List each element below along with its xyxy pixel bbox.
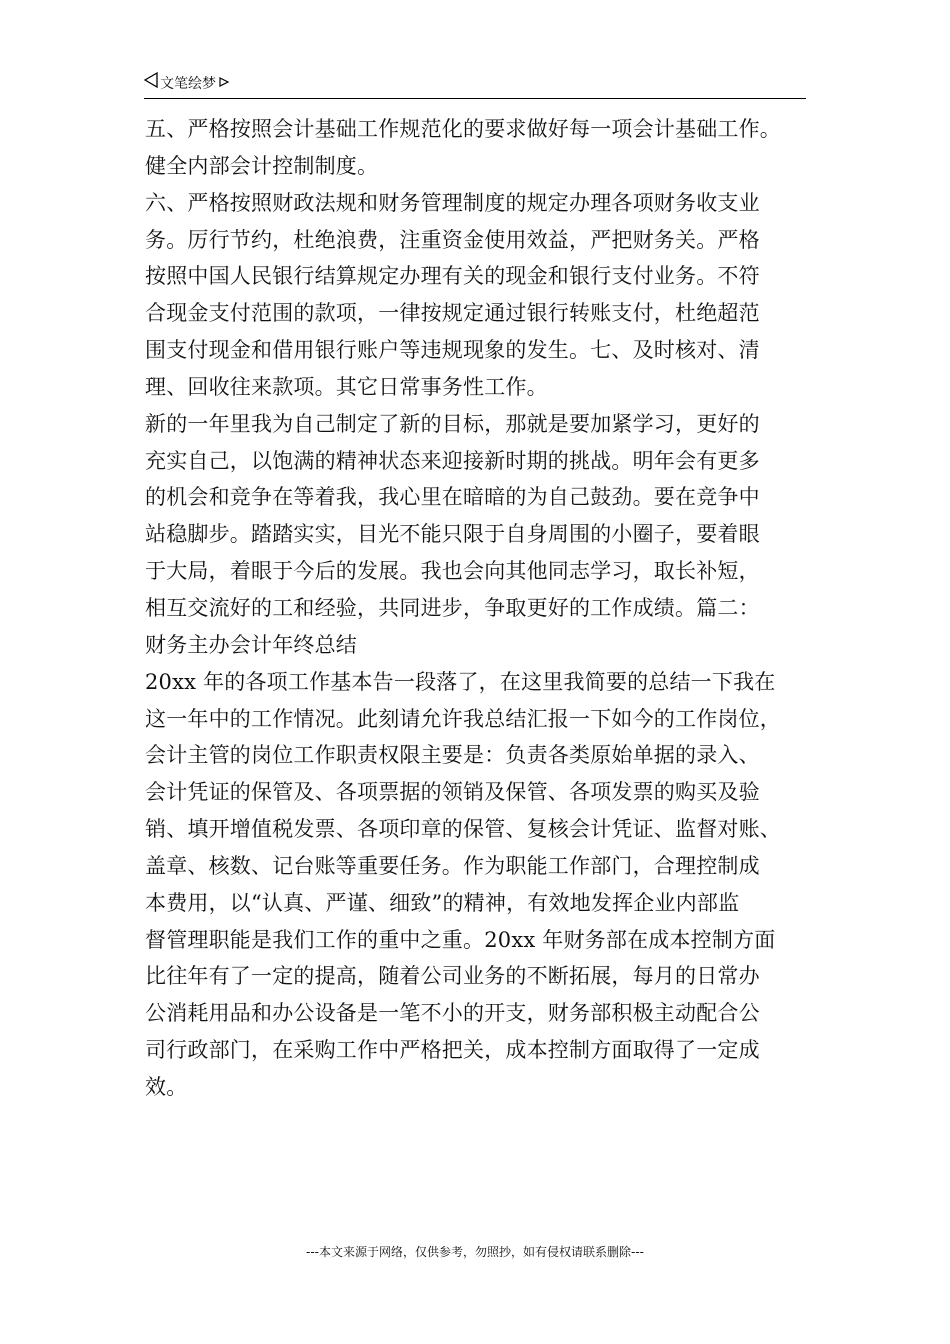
footer-disclaimer: ---本文来源于网络，仅供参考，勿照抄，如有侵权请联系删除--- [306,1245,644,1259]
text-line: 销、填开增值税发票、各项印章的保管、复核会计凭证、监督对账、 [145,817,781,842]
text-line: 新的一年里我为自己制定了新的目标，那就是要加紧学习，更好的 [145,411,760,436]
text-line: 本费用，以“认真、严谨、细致”的精神，有效地发挥企业内部监 [145,890,740,915]
text-line: 相互交流好的工和经验，共同进步，争取更好的工作成绩。篇二： [145,595,760,620]
text-line: 五、严格按照会计基础工作规范化的要求做好每一项会计基础工作。 [145,117,781,141]
text-line: 六、严格按照财政法规和财务管理制度的规定办理各项财务收支业 [145,190,760,215]
text-line: 健全内部会计控制制度。 [145,153,379,178]
text-line: 效。 [145,1074,188,1099]
header-brand: 文笔绘梦 [160,76,216,92]
text-line: 盖章、核数、记台账等重要任务。作为职能工作部门，合理控制成 [145,853,760,878]
text-line: 这一年中的工作情况。此刻请允许我总结汇报一下如今的工作岗位， [145,706,781,731]
text-line: 公消耗用品和办公设备是一笔不小的开支，财务部积极主动配合公 [145,1001,760,1026]
text-line: 按照中国人民银行结算规定办理有关的现金和银行支付业务。不符 [145,264,760,289]
section-title: 财务主办会计年终总结 [145,632,357,657]
text-line: 会计主管的岗位工作职责权限主要是：负责各类原始单据的录入、 [145,743,760,768]
text-line: 充实自己，以饱满的精神状态来迎接新时期的挑战。明年会有更多 [145,448,760,473]
text-line: 司行政部门，在采购工作中严格把关，成本控制方面取得了一定成 [145,1038,760,1063]
text-line: 围支付现金和借用银行账户等违规现象的发生。七、及时核对、清 [145,338,760,363]
text-line: 比往年有了一定的提高，随着公司业务的不断拓展，每月的日常办 [145,964,760,989]
text-line: 督管理职能是我们工作的重中之重。20xx 年财务部在成本控制方面 [145,927,776,952]
document-body [145,111,810,1106]
text-line: 务。厉行节约，杜绝浪费，注重资金使用效益，严把财务关。严格 [145,227,760,252]
document-header [144,72,806,99]
text-line: 的机会和竞争在等着我，我心里在暗暗的为自己鼓劲。要在竞争中 [145,485,760,510]
right-triangle-icon [218,72,230,96]
text-line: 20xx 年的各项工作基本告一段落了，在这里我简要的总结一下我在 [145,669,776,694]
text-line: 于大局，着眼于今后的发展。我也会向其他同志学习，取长补短， [145,559,760,584]
left-triangle-icon [144,72,158,96]
text-line: 理、回收往来款项。其它日常事务性工作。 [145,374,548,399]
text-line: 站稳脚步。踏踏实实，目光不能只限于自身周围的小圈子，要着眼 [145,522,760,547]
text-line: 合现金支付范围的款项，一律按规定通过银行转账支付，杜绝超范 [145,301,760,326]
text-line: 会计凭证的保管及、各项票据的领销及保管、各项发票的购买及验 [145,780,760,805]
